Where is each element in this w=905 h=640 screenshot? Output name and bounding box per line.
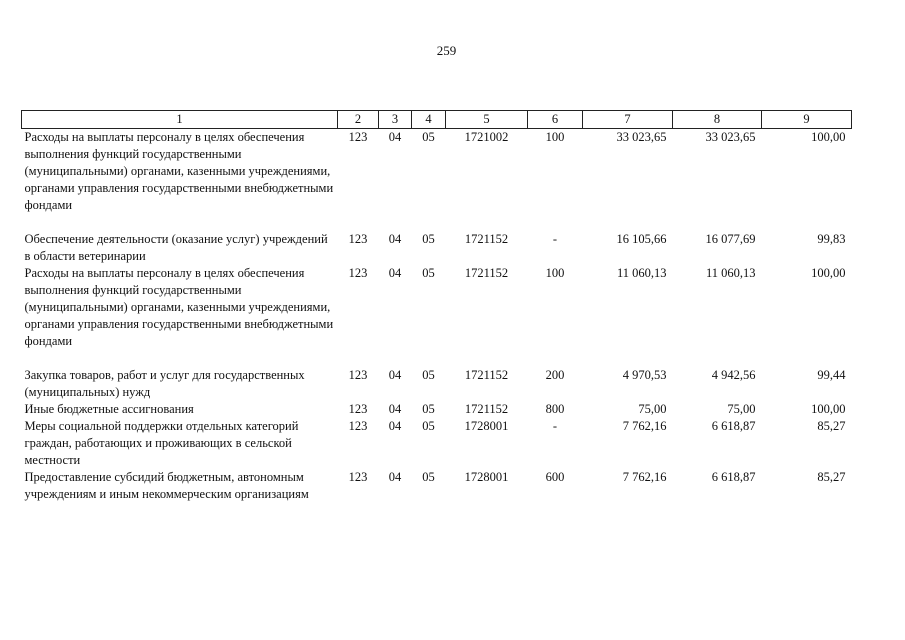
cell-planned: 75,00	[638, 402, 667, 416]
row-name: Закупка товаров, работ и услуг для государственных (муниципальных) нужд	[24, 368, 305, 399]
cell-executed: 75,00	[727, 402, 756, 416]
table-row	[22, 469, 852, 503]
table-row	[22, 367, 852, 401]
cell-target-code: 1721152	[464, 402, 509, 416]
header-col-4: 4	[412, 111, 446, 129]
header-col-3: 3	[379, 111, 412, 129]
cell-subsection: 05	[422, 266, 435, 280]
cell-subsection: 05	[422, 419, 435, 433]
cell-subsection: 05	[422, 130, 435, 144]
cell-section: 04	[388, 402, 402, 416]
cell-expense-type: 100	[545, 266, 565, 280]
cell-section: 04	[388, 470, 402, 484]
row-name: Расходы на выплаты персоналу в целях обеспечения выполнения функций государственными (муниципальными) органами, казенными учреждениями, органами управления государственными внебюджетными фондами	[24, 266, 334, 348]
table-row	[22, 129, 852, 232]
budget-table	[21, 110, 852, 503]
cell-executed: 16 077,69	[705, 232, 756, 246]
cell-expense-type: 800	[545, 402, 565, 416]
cell-executed: 6 618,87	[711, 470, 756, 484]
cell-percent: 99,83	[817, 232, 846, 246]
cell-executed: 4 942,56	[711, 368, 756, 382]
cell-admin-code: 123	[348, 130, 368, 144]
cell-expense-type: 600	[545, 470, 565, 484]
table-row	[22, 231, 852, 265]
cell-section: 04	[388, 419, 402, 433]
cell-subsection: 05	[422, 232, 435, 246]
cell-planned: 16 105,66	[616, 232, 667, 246]
cell-executed: 6 618,87	[711, 419, 756, 433]
cell-subsection: 05	[422, 402, 435, 416]
cell-admin-code: 123	[348, 470, 368, 484]
cell-planned: 7 762,16	[622, 419, 667, 433]
cell-expense-type: -	[552, 232, 558, 246]
cell-percent: 85,27	[817, 470, 846, 484]
header-row	[22, 111, 852, 129]
cell-planned: 7 762,16	[622, 470, 667, 484]
header-col-2: 2	[338, 111, 379, 129]
table-row	[22, 401, 852, 418]
cell-target-code: 1721152	[464, 368, 509, 382]
cell-section: 04	[388, 266, 402, 280]
cell-section: 04	[388, 130, 402, 144]
cell-expense-type: 100	[545, 130, 565, 144]
cell-target-code: 1721152	[464, 266, 509, 280]
cell-target-code: 1721152	[464, 232, 509, 246]
cell-expense-type: -	[552, 419, 558, 433]
table-row	[22, 418, 852, 469]
cell-expense-type: 200	[545, 368, 565, 382]
row-name: Иные бюджетные ассигнования	[24, 402, 194, 416]
cell-target-code: 1728001	[464, 470, 509, 484]
cell-percent: 85,27	[817, 419, 846, 433]
cell-admin-code: 123	[348, 419, 368, 433]
header-col-1: 1	[22, 111, 338, 129]
cell-section: 04	[388, 232, 402, 246]
header-col-7: 7	[583, 111, 673, 129]
cell-admin-code: 123	[348, 232, 368, 246]
cell-target-code: 1721002	[464, 130, 509, 144]
header-col-6: 6	[528, 111, 583, 129]
cell-admin-code: 123	[348, 402, 368, 416]
row-name: Меры социальной поддержки отдельных категорий граждан, работающих и проживающих в сельской местности	[24, 419, 299, 467]
cell-subsection: 05	[422, 368, 435, 382]
cell-subsection: 05	[422, 470, 435, 484]
cell-percent: 99,44	[817, 368, 846, 382]
cell-percent: 100,00	[811, 266, 846, 280]
header-col-5: 5	[446, 111, 528, 129]
cell-executed: 33 023,65	[705, 130, 756, 144]
cell-percent: 100,00	[811, 130, 846, 144]
header-col-9: 9	[762, 111, 852, 129]
page-number: 259	[436, 43, 457, 58]
cell-planned: 4 970,53	[622, 368, 667, 382]
cell-planned: 11 060,13	[616, 266, 667, 280]
row-name: Предоставление субсидий бюджетным, автономным учреждениям и иным некоммерческим организациям	[24, 470, 309, 501]
cell-section: 04	[388, 368, 402, 382]
header-col-8: 8	[673, 111, 762, 129]
cell-planned: 33 023,65	[616, 130, 667, 144]
cell-admin-code: 123	[348, 368, 368, 382]
table-row	[22, 265, 852, 367]
cell-target-code: 1728001	[464, 419, 509, 433]
cell-executed: 11 060,13	[705, 266, 756, 280]
row-name: Обеспечение деятельности (оказание услуг) учреждений в области ветеринарии	[24, 232, 328, 263]
row-name: Расходы на выплаты персоналу в целях обеспечения выполнения функций государственными (муниципальными) органами, казенными учреждениями, органами управления государственными внебюджетными фондами	[24, 130, 334, 212]
cell-percent: 100,00	[811, 402, 846, 416]
cell-admin-code: 123	[348, 266, 368, 280]
